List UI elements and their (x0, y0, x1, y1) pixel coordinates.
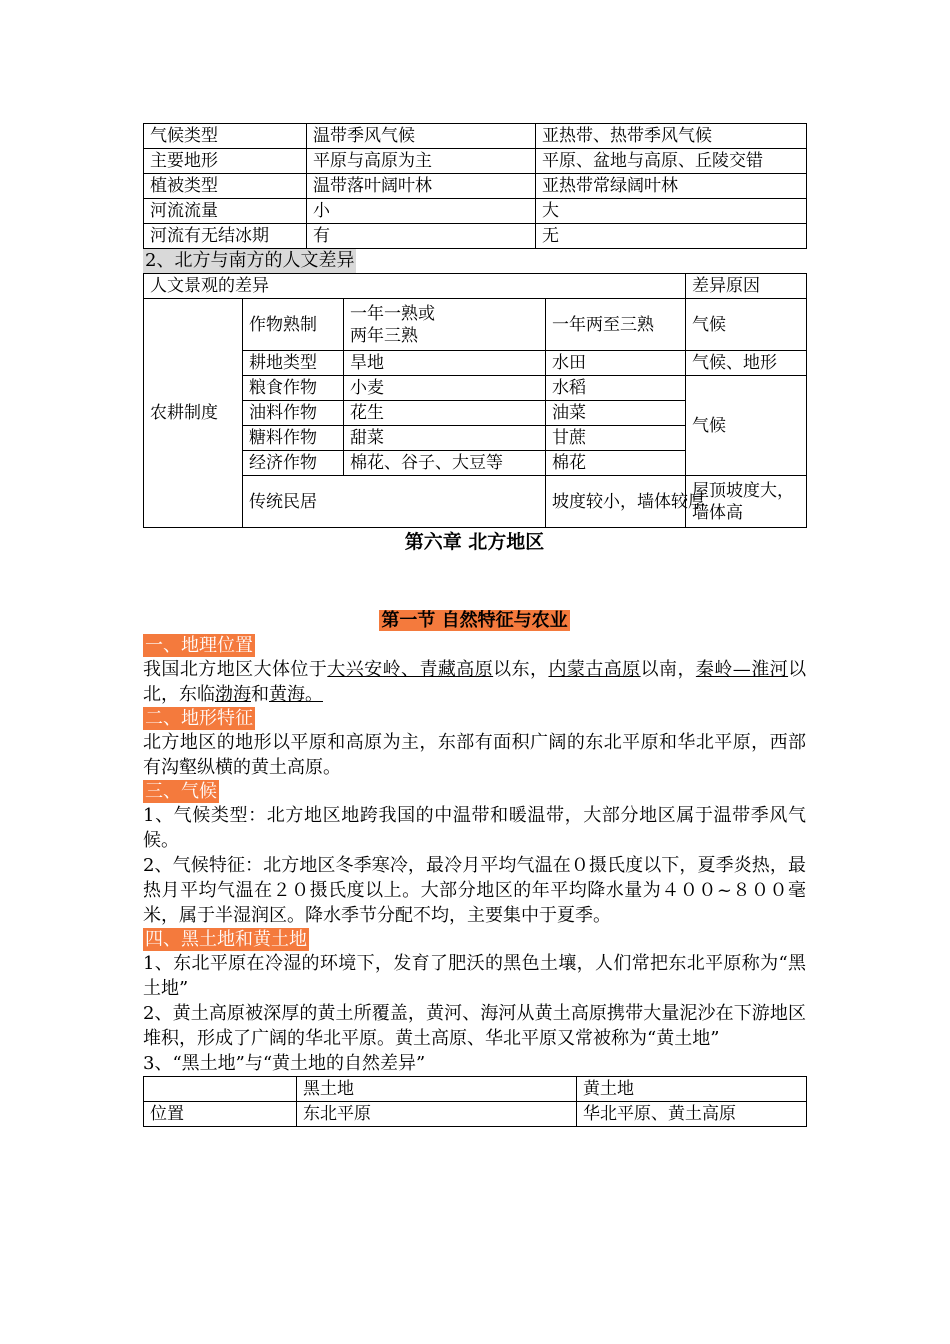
table-cell: 小 (307, 199, 536, 224)
text-run: 以东， (493, 659, 549, 680)
document-page (143, 123, 806, 1127)
underlined-term: 大兴安岭、青藏高原 (327, 659, 494, 680)
table-cell: 小麦 (344, 376, 546, 401)
north-south-natural-table (143, 123, 807, 249)
table-cell: 气候类型 (144, 124, 307, 149)
table-cell: 温带季风气候 (307, 124, 536, 149)
table-row (144, 124, 807, 149)
table-header: 差异原因 (686, 274, 807, 299)
table-cell: 甜菜 (344, 426, 546, 451)
table-cell: 油菜 (546, 401, 686, 426)
table-cell (344, 299, 546, 351)
table-header: 人文景观的差异 (144, 274, 686, 299)
cell-line: 屋顶坡度大， (692, 480, 794, 501)
subheading-climate: 三、气候 (145, 781, 217, 802)
table-cell: 糖料作物 (243, 426, 344, 451)
location-paragraph (143, 657, 806, 707)
table-header (144, 1077, 297, 1102)
table-cell: 温带落叶阔叶林 (307, 174, 536, 199)
underlined-term: 渤海 (215, 684, 251, 705)
climate-feature-paragraph: 2、气候特征：北方地区冬季寒冷，最冷月平均气温在０摄氏度以下，夏季炎热，最热月平均气温在２０摄氏度以上。大部分地区的年平均降水量为４００~８００毫米，属于半湿润区。降水季节分配不均，主要集中于夏季。 (143, 855, 806, 926)
crop-reason-cell: 气候 (686, 376, 807, 476)
underlined-term: 内蒙古高原 (548, 659, 641, 680)
section-title: 第一节 自然特征与农业 (381, 610, 568, 631)
table-row (144, 1077, 807, 1102)
table-cell: 位置 (144, 1102, 297, 1127)
farming-system-cell: 农耕制度 (144, 299, 243, 528)
table-cell: 植被类型 (144, 174, 307, 199)
table-cell: 大 (536, 199, 807, 224)
table-cell: 耕地类型 (243, 351, 344, 376)
table-row (144, 351, 807, 376)
table-cell: 花生 (344, 401, 546, 426)
underlined-term: 黄海。 (269, 684, 323, 705)
soil-comparison-table (143, 1076, 807, 1127)
cell-line: 一年一熟或 (350, 303, 435, 324)
table-cell: 油料作物 (243, 401, 344, 426)
table-row (144, 174, 807, 199)
yellow-soil-paragraph: 2、黄土高原被深厚的黄土所覆盖，黄河、海河从黄土高原携带大量泥沙在下游地区堆积，形成了广阔的华北平原。黄土高原、华北平原又常被称为“黄土地” (143, 1003, 806, 1049)
table-cell: 水稻 (546, 376, 686, 401)
table-cell: 河流有无结冰期 (144, 224, 307, 249)
human-difference-table (143, 273, 807, 528)
text-run: 和 (251, 684, 269, 705)
table-row (144, 274, 807, 299)
chapter-title: 第六章 北方地区 (404, 531, 545, 553)
table-cell: 传统民居 (243, 476, 546, 528)
table-cell: 棉花 (546, 451, 686, 476)
soil-comparison-heading: 3、“黑土地”与“黄土地的自然差异” (143, 1053, 426, 1074)
table-cell: 一年两至三熟 (546, 299, 686, 351)
black-soil-paragraph: 1、东北平原在冷湿的环境下，发育了肥沃的黑色土壤，人们常把东北平原称为“黑土地” (143, 953, 806, 999)
table-cell: 坡度较小，墙体较厚 (546, 476, 686, 528)
table-cell: 作物熟制 (243, 299, 344, 351)
table-cell: 平原、盆地与高原、丘陵交错 (536, 149, 807, 174)
table-row (144, 199, 807, 224)
underlined-term: 秦岭—淮河 (695, 659, 789, 680)
table-row (144, 149, 807, 174)
text-run: 以北，东临 (143, 659, 807, 705)
table-row (144, 476, 807, 528)
table-row (144, 376, 807, 401)
table-row (144, 1102, 807, 1127)
table-cell: 水田 (546, 351, 686, 376)
climate-type-paragraph: 1、气候类型：北方地区地跨我国的中温带和暖温带，大部分地区属于温带季风气候。 (143, 805, 806, 851)
section-title-wrap (143, 608, 806, 634)
table-cell (686, 476, 807, 528)
table-cell: 河流流量 (144, 199, 307, 224)
subheading-location: 一、地理位置 (145, 635, 253, 656)
table-cell: 亚热带、热带季风气候 (536, 124, 807, 149)
terrain-paragraph: 北方地区的地形以平原和高原为主，东部有面积广阔的东北平原和华北平原，西部有沟壑纵横的黄土高原。 (143, 732, 806, 778)
table-cell: 无 (536, 224, 807, 249)
table-row (144, 299, 807, 351)
table-row (144, 224, 807, 249)
table-cell: 气候、地形 (686, 351, 807, 376)
table-header: 黄土地 (577, 1077, 807, 1102)
human-difference-heading: 2、北方与南方的人文差异 (145, 250, 355, 271)
table-cell: 甘蔗 (546, 426, 686, 451)
text-run: 我国北方地区大体位于 (143, 659, 328, 680)
table-cell: 华北平原、黄土高原 (577, 1102, 807, 1127)
table-cell: 经济作物 (243, 451, 344, 476)
text-run: 以南， (640, 659, 696, 680)
table-cell: 平原与高原为主 (307, 149, 536, 174)
table-cell: 东北平原 (297, 1102, 577, 1127)
table-cell: 气候 (686, 299, 807, 351)
cell-line: 墙体高 (692, 502, 743, 523)
table-cell: 粮食作物 (243, 376, 344, 401)
table-cell: 棉花、谷子、大豆等 (344, 451, 546, 476)
subheading-soil: 四、黑土地和黄土地 (145, 929, 307, 950)
table-cell: 有 (307, 224, 536, 249)
table-cell: 亚热带常绿阔叶林 (536, 174, 807, 199)
table-cell: 主要地形 (144, 149, 307, 174)
cell-line: 两年三熟 (350, 325, 418, 346)
table-header: 黑土地 (297, 1077, 577, 1102)
table-cell: 旱地 (344, 351, 546, 376)
subheading-terrain: 二、地形特征 (145, 708, 253, 729)
